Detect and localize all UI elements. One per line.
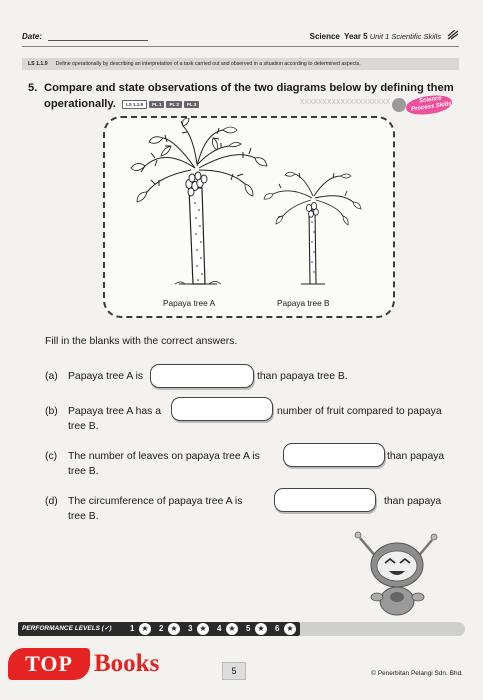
topbooks-logo <box>8 644 182 684</box>
standard-code: LS 1.1.9 <box>28 61 48 67</box>
answer-blank-c[interactable] <box>283 443 385 467</box>
standard-text: Define operationally by describing an interpretation of a task carried out and observed in a situation according to determined aspects. <box>55 61 361 67</box>
logo-books: Books <box>94 650 160 677</box>
item-text-after: than papaya tree B. <box>257 371 348 382</box>
bleed-through-text: xxxxxxxxxxxxxxxxxxxx <box>300 96 390 106</box>
star-icon[interactable]: ★ <box>284 623 296 635</box>
learning-standard-bar <box>22 58 459 70</box>
star-icon[interactable]: ★ <box>255 623 267 635</box>
chip-pl2: PL 2 <box>166 101 181 108</box>
chip-standard: LS 1.1.9 <box>122 100 147 109</box>
date-line <box>48 40 148 41</box>
papaya-diagram <box>103 116 395 318</box>
answer-blank-d[interactable] <box>274 488 376 512</box>
star-icon[interactable]: ★ <box>168 623 180 635</box>
star-icon[interactable]: ★ <box>139 623 151 635</box>
performance-level-number: 1 <box>130 624 135 633</box>
item-text-before: The number of leaves on papaya tree A is <box>68 451 260 462</box>
item-text-after: than papaya <box>384 496 442 507</box>
skill-chips <box>122 96 201 112</box>
star-icon[interactable]: ★ <box>226 623 238 635</box>
performance-levels-bar <box>18 622 300 636</box>
caption-tree-a: Papaya tree A <box>163 298 216 308</box>
item-text-before: The circumference of papaya tree A is <box>68 496 243 507</box>
performance-label: PERFORMANCE LEVELS (✓) <box>22 625 112 632</box>
signal-icon <box>447 30 459 40</box>
page-number: 5 <box>222 662 246 680</box>
item-text-line2: tree B. <box>68 421 99 432</box>
item-text-line2: tree B. <box>68 466 99 477</box>
answer-blank-a[interactable] <box>150 364 254 388</box>
papaya-tree-b-drawing <box>264 172 361 284</box>
chip-pl3: PL 3 <box>184 101 199 108</box>
copyright: © Penerbitan Pelangi Sdn. Bhd. <box>371 670 463 677</box>
item-text-line2: tree B. <box>68 511 99 522</box>
answer-blank-b[interactable] <box>171 397 273 421</box>
performance-level-number: 6 <box>275 624 280 633</box>
item-text-after: number of fruit compared to papaya <box>277 406 442 417</box>
star-icon[interactable]: ★ <box>197 623 209 635</box>
item-text-after: than papaya <box>387 451 445 462</box>
date-label: Date: <box>22 32 43 41</box>
subject-line <box>310 32 441 41</box>
item-label: (d) <box>45 496 58 507</box>
item-label: (b) <box>45 406 58 417</box>
logo-top: TOP <box>8 648 90 680</box>
unit: Unit 1 Scientific Skills <box>369 32 441 41</box>
papaya-trees-illustration <box>105 118 393 296</box>
performance-level-number: 4 <box>217 624 222 633</box>
item-text-before: Papaya tree A has a <box>68 406 162 417</box>
item-label: (c) <box>45 451 58 462</box>
year: Year 5 <box>344 32 368 41</box>
performance-level-number: 3 <box>188 624 193 633</box>
performance-level-number: 2 <box>159 624 164 633</box>
science-process-skills-badge <box>392 92 454 120</box>
item-text-before: Papaya tree A is <box>68 371 144 382</box>
instruction-text: Fill in the blanks with the correct answers. <box>45 336 238 347</box>
subject: Science <box>309 32 340 41</box>
performance-level-number: 5 <box>246 624 251 633</box>
item-label: (a) <box>45 371 58 382</box>
chip-pl1: PL 1 <box>149 101 164 108</box>
caption-tree-b: Papaya tree B <box>277 298 330 308</box>
question-text: Compare and state observations of the two diagrams below by defining them operationally. <box>44 82 454 110</box>
badge-text: Science Process Skills <box>410 95 452 113</box>
robot-mascot-icon <box>352 525 442 620</box>
performance-bar-extension <box>300 622 465 636</box>
header-rule <box>22 46 459 47</box>
robot-icon <box>392 98 406 112</box>
question-number: 5. <box>28 82 38 94</box>
papaya-tree-a-drawing <box>131 118 267 284</box>
page-header <box>22 30 459 46</box>
